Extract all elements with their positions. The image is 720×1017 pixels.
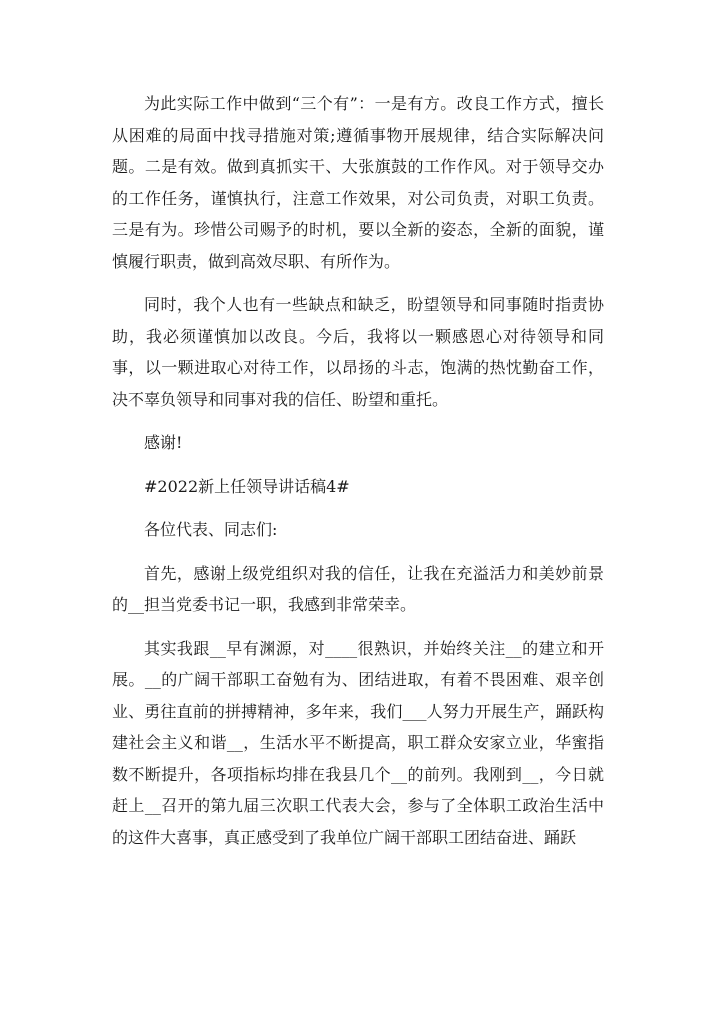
paragraph-background: 其实我跟__早有渊源，对____很熟识，并始终关注__的建立和开展。__的广阔干部职工奋勉有为、团结进取，有着不畏困难、艰辛创业、勇往直前的拼搏精神，多年来，我们___人努力开展生产，踊跃构建社会主义和谐__，生活水平不断提高，职工群众安家立业，华蜜指数不断提升，各项指标均排在我县几个__的前列。我刚到__，今日就赶上__召开的第九届三次职工代表大会，参与了全体职工政治生活中的这件大喜事，真正感受到了我单位广阔干部职工团结奋进、踊跃 xyxy=(112,638,604,847)
section-heading: #2022新上任领导讲话稿4# xyxy=(144,476,350,496)
salutation: 各位代表、同志们: xyxy=(144,520,278,539)
document-page xyxy=(112,88,604,853)
paragraph-three-haves: 为此实际工作中做到“三个有”：一是有方。改良工作方式，擅长从困难的局面中找寻措施对策;遵循事物开展规律，结合实际解决问题。二是有效。做到真抓实干、大张旗鼓的工作作风。对于领导交办的工作任务，谨慎执行，注意工作效果，对公司负责，对职工负责。三是有为。珍惜公司赐予的时机，要以全新的姿态，全新的面貌，谨慎履行职责，做到高效尽职、有所作为。 xyxy=(112,94,604,271)
paragraph-thanks: 感谢! xyxy=(144,433,183,452)
paragraph-self-reflection: 同时，我个人也有一些缺点和缺乏，盼望领导和同事随时指责协助，我必须谨慎加以改良。今后，我将以一颗感恩心对待领导和同事，以一颗进取心对待工作，以昂扬的斗志，饱满的热忱勤奋工作，决不辜负领导和同事对我的信任、盼望和重托。 xyxy=(112,295,604,409)
paragraph-gratitude: 首先，感谢上级党组织对我的信任，让我在充溢活力和美妙前景的__担当党委书记一职，我感到非常荣幸。 xyxy=(112,563,604,614)
